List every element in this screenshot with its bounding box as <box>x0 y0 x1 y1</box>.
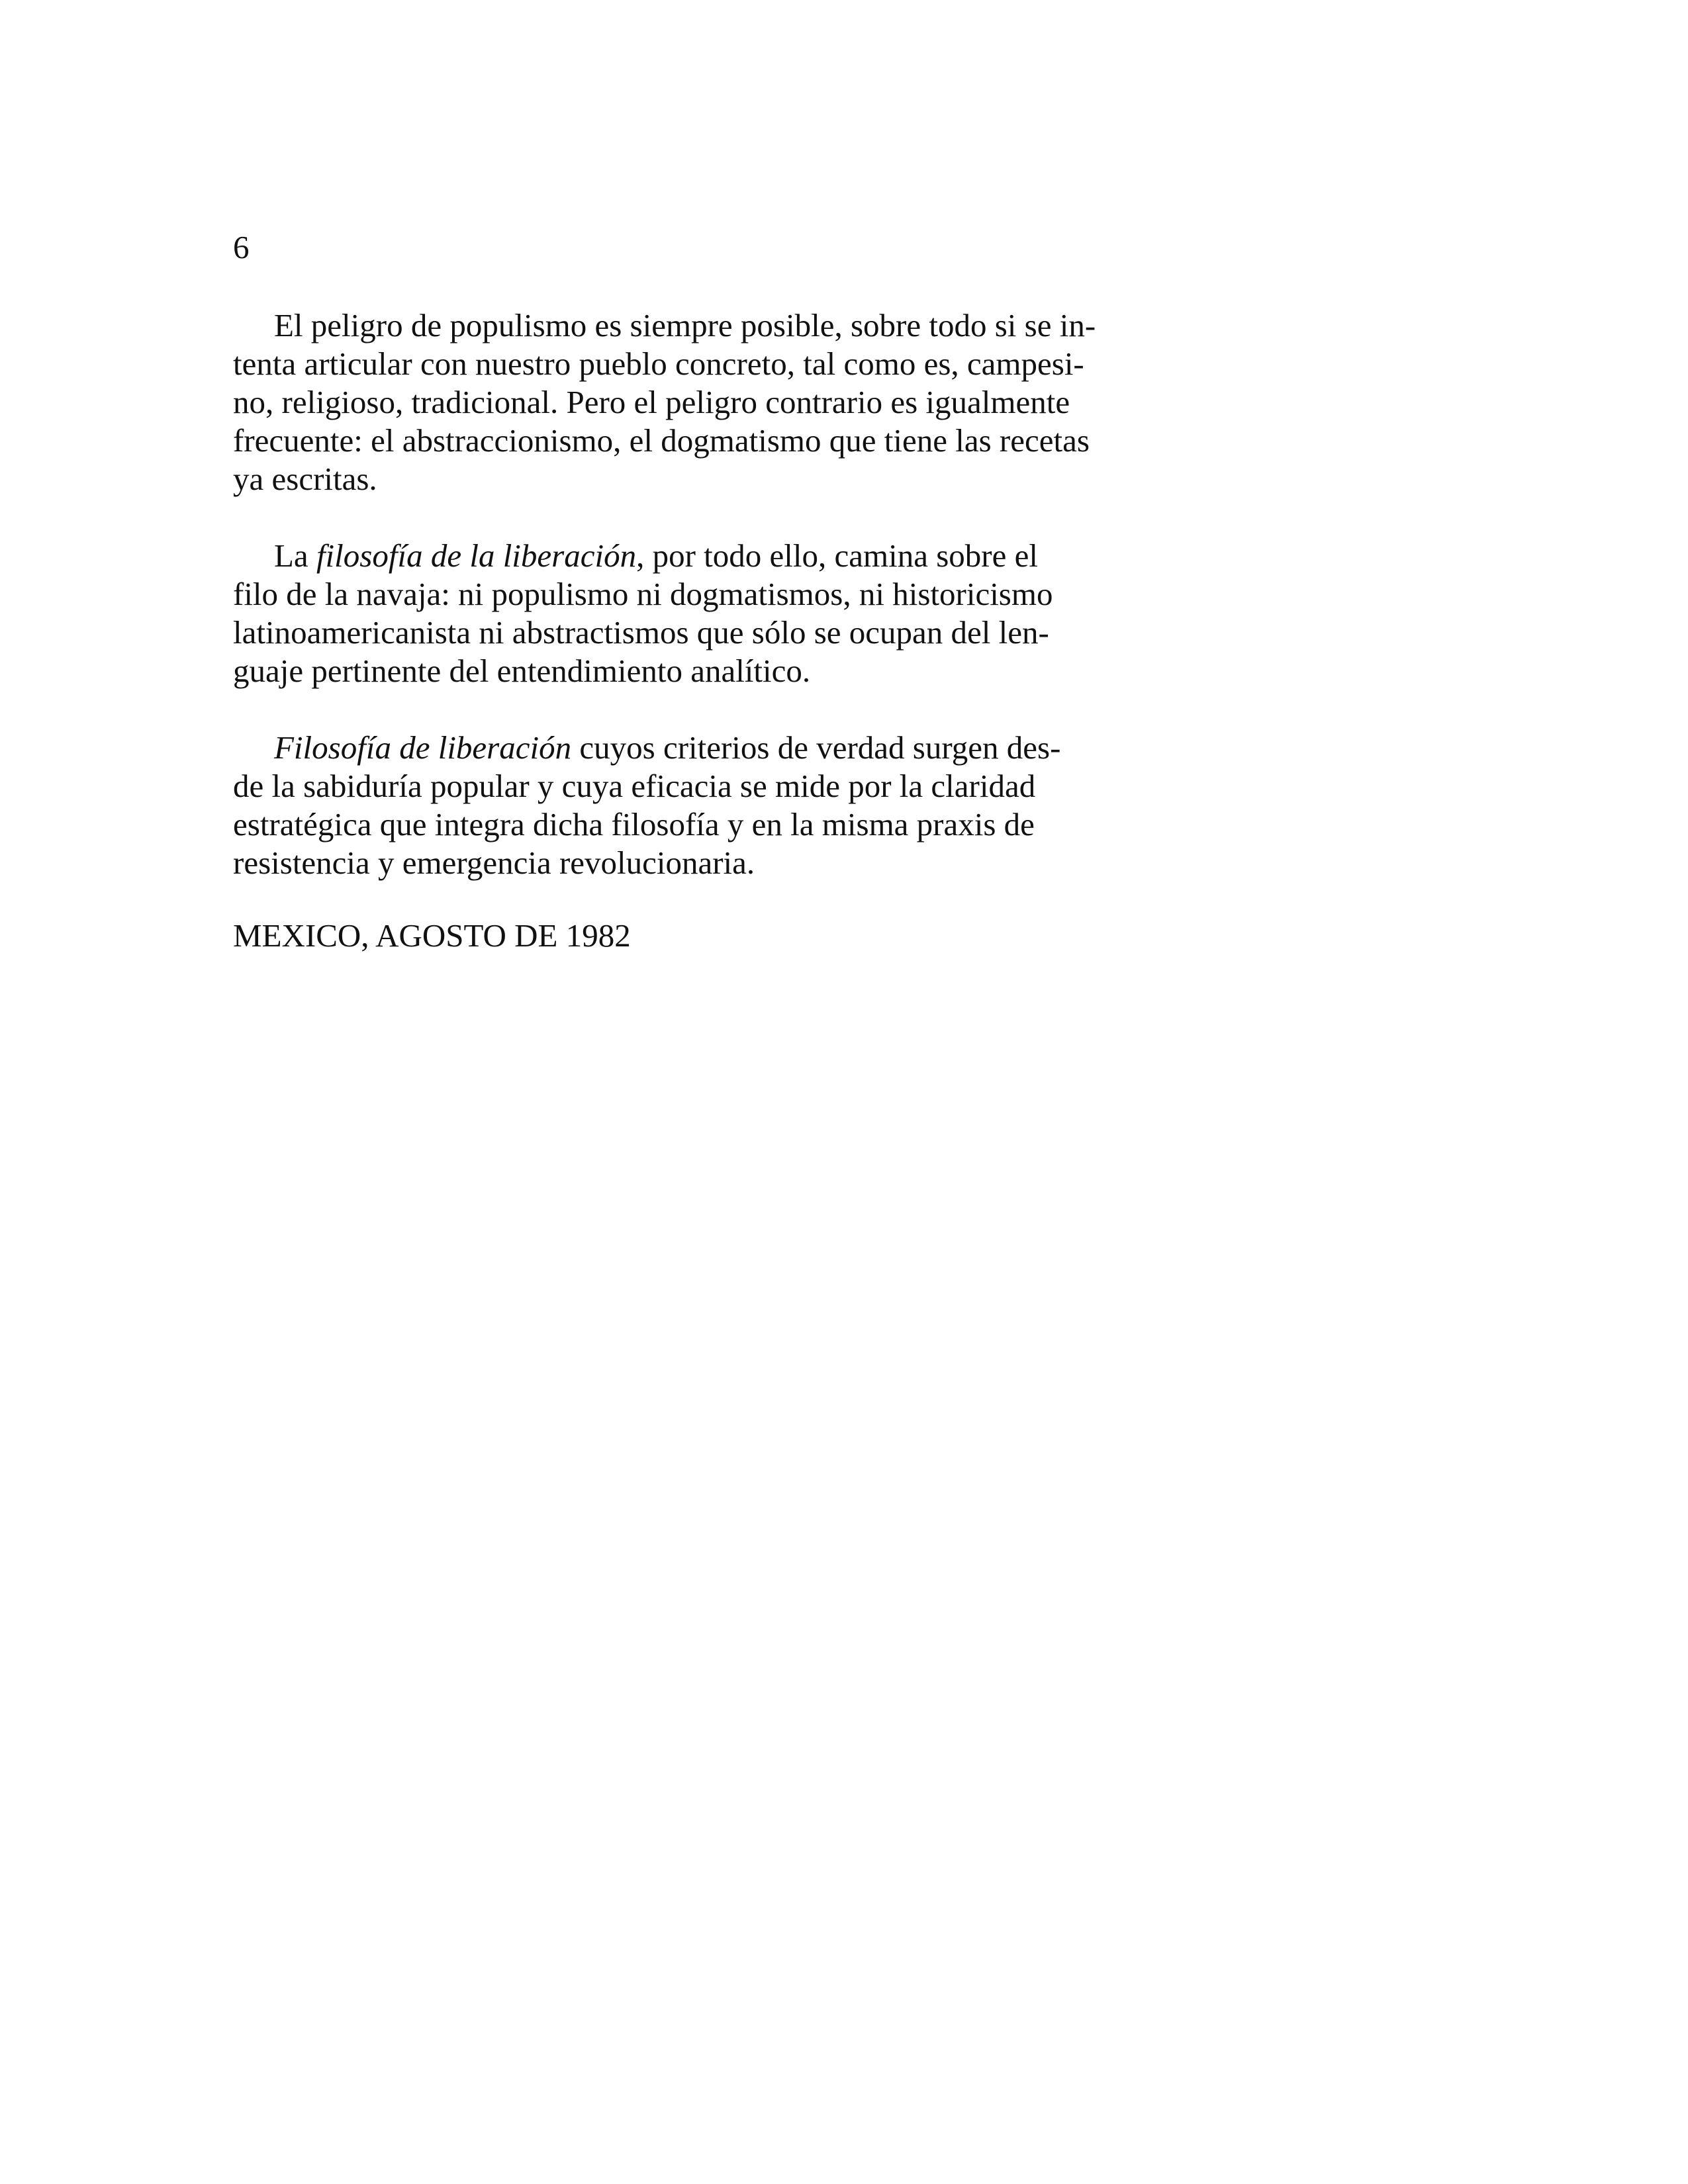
text-body <box>233 228 1123 955</box>
paragraph-1-line-5: ya escritas. <box>233 461 377 497</box>
paragraph-2-line-2: filo de la navaja: ni populismo ni dogmatismos, ni historicismo <box>233 576 1053 612</box>
paragraph-3-italic-title: Filosofía de liberación <box>274 729 572 766</box>
paragraph-1-line-2: tenta articular con nuestro pueblo concreto, tal como es, campesi- <box>233 345 1084 382</box>
paragraph-2-lead: La <box>274 537 316 574</box>
paragraph-1-line-3: no, religioso, tradicional. Pero el peligro contrario es igualmente <box>233 384 1070 420</box>
paragraph-2-line-4: guaje pertinente del entendimiento analítico. <box>233 653 811 689</box>
paragraph-3-line-2: de la sabiduría popular y cuya eficacia se mide por la claridad <box>233 768 1036 804</box>
paragraph-1-line-1: El peligro de populismo es siempre posible, sobre todo si se in- <box>274 307 1096 343</box>
paragraph-2-line-1 <box>233 537 1123 575</box>
paragraph-1-line-4: frecuente: el abstraccionismo, el dogmatismo que tiene las recetas <box>233 422 1090 459</box>
paragraph-2-line-1-rest: , por todo ello, camina sobre el <box>636 537 1038 574</box>
paragraph-2 <box>233 537 1123 690</box>
page-number: 6 <box>233 229 250 265</box>
paragraph-2-line-3: latinoamericanista ni abstractismos que sólo se ocupan del len- <box>233 614 1049 651</box>
paragraph-3-line-4: resistencia y emergencia revolucionaria. <box>233 844 755 881</box>
paragraph-3-line-3: estratégica que integra dicha filosofía y en la misma praxis de <box>233 806 1035 842</box>
paragraph-1 <box>233 306 1123 498</box>
paragraph-3-line-1 <box>233 729 1123 767</box>
closing-dateline: MEXICO, AGOSTO DE 1982 <box>233 917 631 954</box>
paragraph-3-line-1-rest: cuyos criterios de verdad surgen des- <box>571 729 1061 766</box>
paragraph-2-italic-title: filosofía de la liberación <box>316 537 637 574</box>
paragraph-3 <box>233 729 1123 882</box>
